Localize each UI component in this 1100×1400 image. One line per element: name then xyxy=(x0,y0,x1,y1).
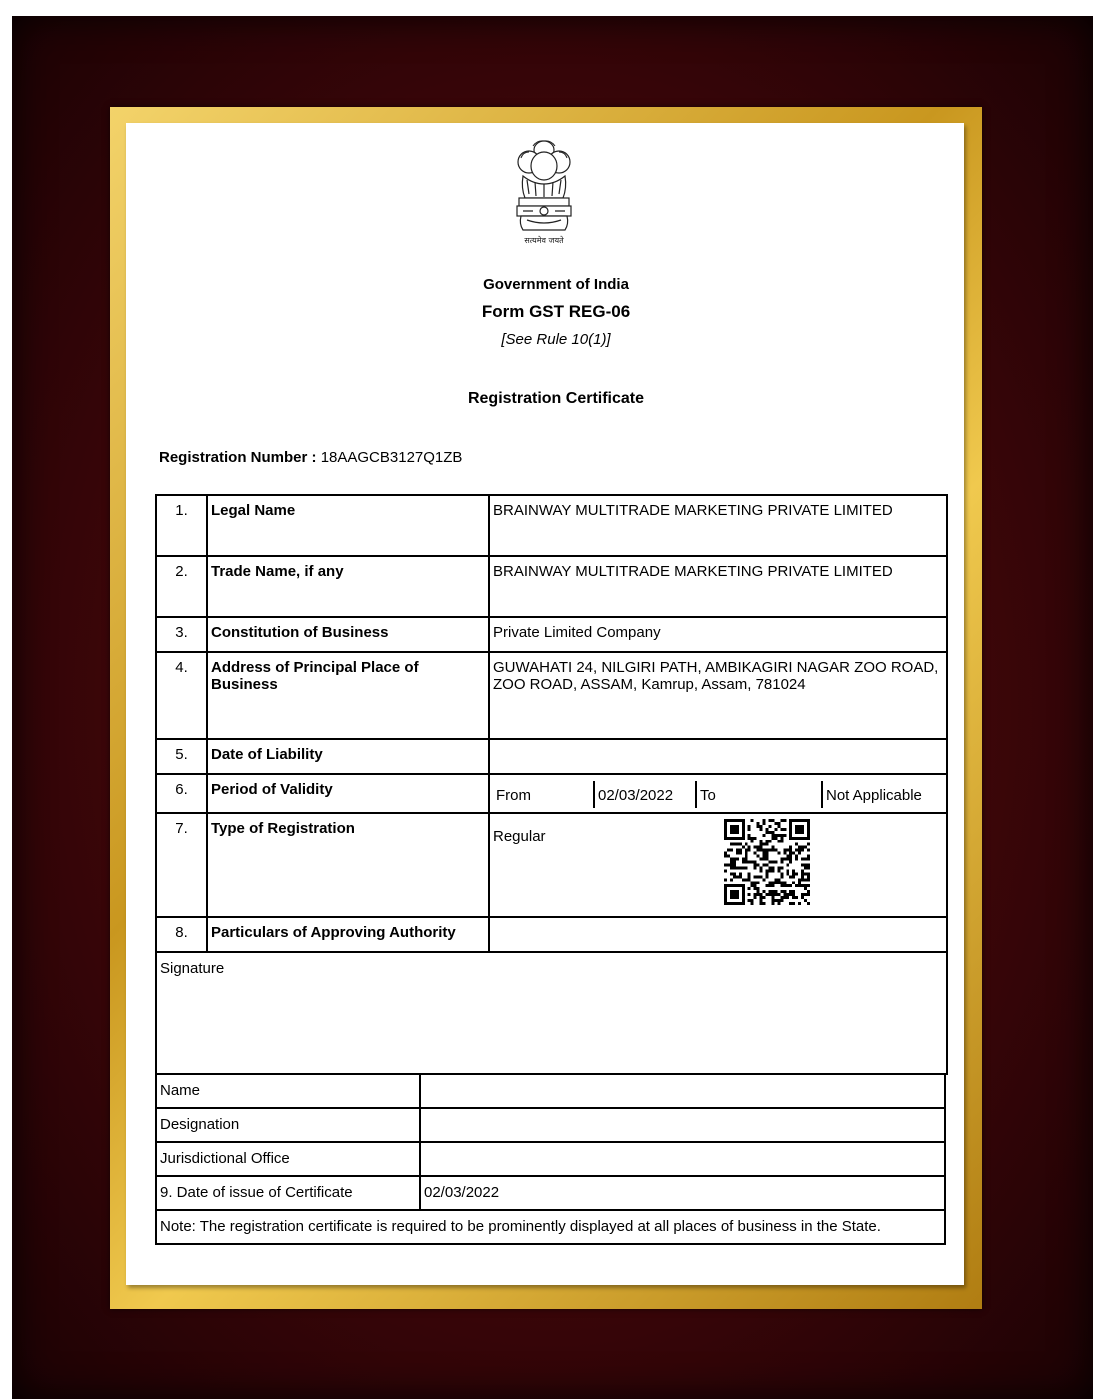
authority-designation-label: Designation xyxy=(156,1108,420,1142)
field-label-approving-authority: Particulars of Approving Authority xyxy=(207,917,489,952)
validity-from-label: From xyxy=(496,787,531,804)
svg-text:सत्यमेव जयते: सत्यमेव जयते xyxy=(524,236,564,245)
field-value-registration-type: Regular xyxy=(489,813,947,917)
validity-to-label: To xyxy=(696,781,822,808)
row-number: 5. xyxy=(156,739,207,774)
display-note: Note: The registration certificate is required to be prominently displayed at all places of business in the State. xyxy=(156,1210,945,1244)
authority-name-value xyxy=(420,1074,945,1108)
issue-date-value: 02/03/2022 xyxy=(420,1176,945,1210)
issue-date-label: 9. Date of issue of Certificate xyxy=(156,1176,420,1210)
table-row xyxy=(156,1210,945,1244)
validity-from-date: 02/03/2022 xyxy=(594,781,696,808)
jurisdictional-office-label: Jurisdictional Office xyxy=(156,1142,420,1176)
table-row xyxy=(156,1176,945,1210)
field-label-validity: Period of Validity xyxy=(207,774,489,813)
field-value-approving-authority xyxy=(489,917,947,952)
validity-to-value: Not Applicable xyxy=(822,781,943,808)
jurisdictional-office-value xyxy=(420,1142,945,1176)
signature-label: Signature xyxy=(160,960,225,977)
registration-number xyxy=(159,449,462,466)
registration-number-value: 18AAGCB3127Q1ZB xyxy=(320,449,463,466)
row-number: 7. xyxy=(156,813,207,917)
row-number: 8. xyxy=(156,917,207,952)
field-label-date-of-liability: Date of Liability xyxy=(207,739,489,774)
government-heading: Government of India xyxy=(483,276,629,293)
row-number: 1. xyxy=(156,495,207,556)
row-number: 4. xyxy=(156,652,207,739)
table-row xyxy=(156,739,947,774)
field-value-constitution: Private Limited Company xyxy=(489,617,947,652)
row-number: 6. xyxy=(156,774,207,813)
certificate-details-table xyxy=(155,494,948,1075)
signature-box xyxy=(156,952,947,1074)
qr-code-icon xyxy=(724,818,810,906)
form-title: Form GST REG-06 xyxy=(481,302,631,321)
table-row xyxy=(156,813,947,917)
field-label-address: Address of Principal Place of Business xyxy=(207,652,489,739)
table-row xyxy=(156,1074,945,1108)
authority-designation-value xyxy=(420,1108,945,1142)
field-value-trade-name: BRAINWAY MULTITRADE MARKETING PRIVATE LIMITED xyxy=(489,556,947,617)
table-row xyxy=(156,556,947,617)
row-number: 2. xyxy=(156,556,207,617)
field-label-legal-name: Legal Name xyxy=(207,495,489,556)
field-value-date-of-liability xyxy=(489,739,947,774)
authority-details-table xyxy=(155,1073,946,1245)
row-number: 3. xyxy=(156,617,207,652)
field-label-constitution: Constitution of Business xyxy=(207,617,489,652)
table-row xyxy=(156,617,947,652)
rule-reference: [See Rule 10(1)] xyxy=(501,331,611,348)
table-row xyxy=(156,952,947,1074)
field-label-registration-type: Type of Registration xyxy=(207,813,489,917)
table-row xyxy=(156,495,947,556)
registration-number-label: Registration Number : xyxy=(159,449,317,466)
field-value-legal-name: BRAINWAY MULTITRADE MARKETING PRIVATE LIMITED xyxy=(489,495,947,556)
field-value-validity xyxy=(489,774,947,813)
national-emblem-icon xyxy=(505,136,583,248)
table-row xyxy=(156,774,947,813)
table-row xyxy=(156,1142,945,1176)
authority-name-label: Name xyxy=(156,1074,420,1108)
table-row xyxy=(156,652,947,739)
field-value-address: GUWAHATI 24, NILGIRI PATH, AMBIKAGIRI NAGAR ZOO ROAD, ZOO ROAD, ASSAM, Kamrup, Assam, 781024 xyxy=(489,652,947,739)
field-label-trade-name: Trade Name, if any xyxy=(207,556,489,617)
table-row xyxy=(156,1108,945,1142)
table-row xyxy=(156,917,947,952)
certificate-title: Registration Certificate xyxy=(467,390,645,407)
